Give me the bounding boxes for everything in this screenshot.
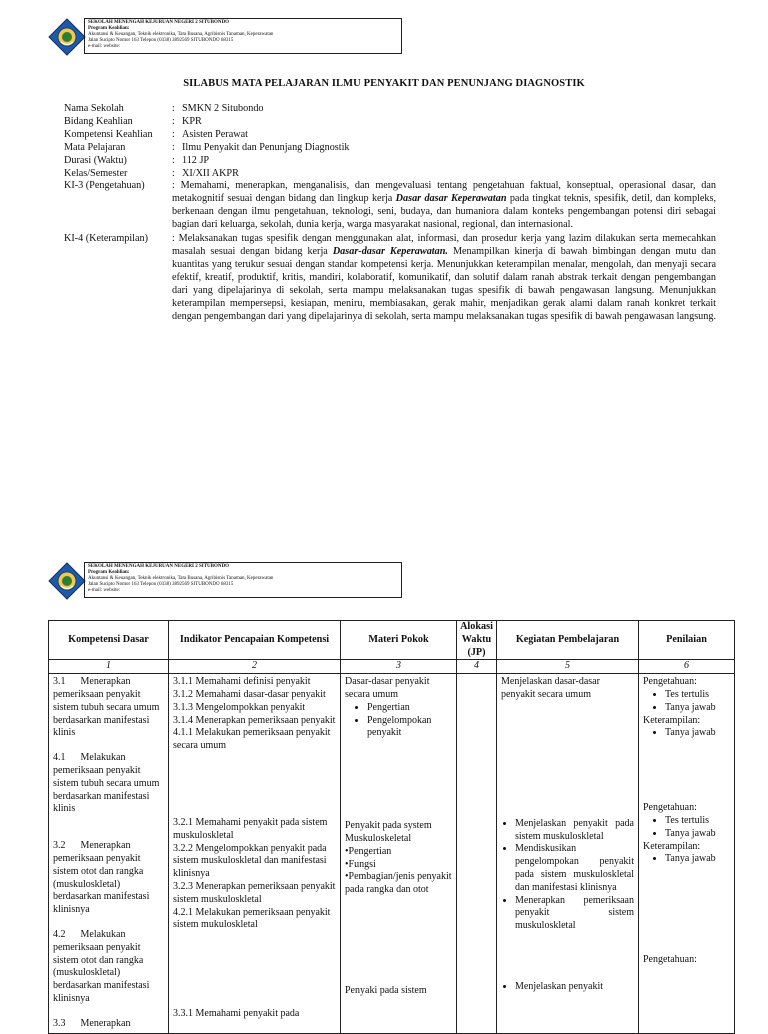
kegiatan-text: Menjelaskan dasar-dasar penyakit secara umum <box>501 676 600 700</box>
info-value: 112 JP <box>182 154 210 166</box>
kegiatan-list <box>501 818 634 933</box>
col-number: 2 <box>169 660 341 674</box>
col-number: 4 <box>457 660 497 674</box>
school-crest-icon <box>48 18 86 56</box>
list-item: • Pengelompokan penyakit <box>367 715 452 741</box>
info-label: Kelas/Semester <box>64 167 128 179</box>
list-item: • Tanya jawab <box>665 853 730 866</box>
info-value: Asisten Perawat <box>182 128 248 140</box>
assessment-label: Keterampilan: <box>643 840 701 852</box>
school-email: e-mail: website: <box>88 44 121 49</box>
info-label: Kompetensi Keahlian <box>64 128 153 140</box>
info-row: Mata Pelajaran : Ilmu Penyakit dan Penunjang Diagnostik <box>64 142 716 155</box>
table-row <box>49 674 735 1033</box>
info-label: Durasi (Waktu) <box>64 154 127 166</box>
letterhead-text <box>84 18 402 54</box>
materi-text: •Pembagian/jenis penyakit pada rangka dan otot <box>345 871 452 896</box>
indicator-text: 4.1.1 Melakukan pemeriksaan penyakit secara umum <box>173 727 331 752</box>
school-name: SEKOLAH MENENGAH KEJURUAN NEGERI 2 SITUBONDO <box>88 20 229 25</box>
indicator-text: 3.2.3 Menerapkan pemeriksaan penyakit sistem muskuloskletal <box>173 880 336 905</box>
indicator-text: 3.2.1 Memahami penyakit pada sistem muskuloskletal <box>173 816 328 841</box>
school-address: Jalan Sucipto Nomor 163 Telepon (0338) 3892569 SITUBONDO 68315 <box>88 582 234 587</box>
assessment-list <box>643 815 730 841</box>
info-value: SMKN 2 Situbondo <box>182 103 264 114</box>
assessment-label: Pengetahuan: <box>643 802 697 814</box>
kd-text: 3.1 Menerapkan pemeriksaan penyakit sistem tubuh secara umum berdasarkan manifestasi klinis <box>53 676 160 739</box>
list-item: • Pengertian <box>367 702 452 715</box>
column-number-row <box>49 660 735 674</box>
kegiatan-list <box>501 981 634 994</box>
school-email: e-mail: website: <box>88 588 121 593</box>
info-label: Mata Pelajaran <box>64 141 126 153</box>
program-list: Akuntansi & Keuangan, Teknik elektronika, Tata Busana, Agribisnis Tanaman, Keperawatan <box>88 32 274 37</box>
kd-text: 3.3 Menerapkan <box>53 1017 131 1029</box>
identity-block <box>64 103 716 323</box>
table-header-row <box>49 621 735 660</box>
materi-cell <box>341 674 457 1033</box>
col-number: 3 <box>341 660 457 674</box>
alokasi-cell <box>457 674 497 1033</box>
indicator-text: 3.1.4 Menerapkan pemeriksaan penyakit <box>173 714 336 726</box>
syllabus-table <box>48 620 735 1034</box>
col-header: Kegiatan Pembelajaran <box>497 621 639 660</box>
materi-text: Penyaki pada sistem <box>345 984 427 996</box>
list-item: • Tanya jawab <box>665 702 730 715</box>
indicator-text: 3.2.2 Mengelompokkan penyakit pada sistem muskuloskletal dan manifestasi klinisnya <box>173 842 327 880</box>
assessment-list <box>643 689 730 715</box>
col-header: Materi Pokok <box>341 621 457 660</box>
assessment-label: Pengetahuan: <box>643 676 697 688</box>
indicator-cell <box>169 674 341 1033</box>
info-row: Kompetensi Keahlian : Asisten Perawat <box>64 129 716 142</box>
ki4-text: : Melaksanakan tugas spesifik dengan menggunakan alat, informasi, dan prosedur kerja yang lazim dilakukan serta memecahkan masalah sesuai dengan bidang kerja Dasar-dasar Keperawatan. Menampilkan kinerja di bawah bimbingan dengan mutu dan kuantitas yang terukur sesuai dengan standar kompetensi kerja. Menunjukkan keterampilan menalar, mengolah, dan menyaji secara efektif, kreatif, produktif, kritis, mandiri, kolaboratif, komunikatif, dan solutif dalam ranah abstrak terkait dengan pengembangan dari yang dipelajarinya di sekolah, serta mampu melaksanakan tugas spesifik di bawah pengawasan langsung. Menunjukkan keterampilan mempersepsi, kesiapan, meniru, membiasakan, gerak mahir, menjadikan gerak alami dalam ranah konkret terkait dengan pengembangan dari yang dipelajarinya di sekolah, serta mampu melaksanakan tugas spesifik di bawah pengawasan langsung. <box>172 233 717 322</box>
letterhead <box>48 18 568 56</box>
info-row: Nama Sekolah : SMKN 2 Situbondo <box>64 103 716 116</box>
ki3-text: : Memahami, menerapkan, menganalisis, dan mengevaluasi tentang pengetahuan faktual, konseptual, operasional dasar, dan metakognitif sesuai dengan bidang dan lingkup kerja Dasar dasar Keperawatan pada tingkat teknis, spesifik, detil, dan kompleks, berkenaan dengan ilmu pengetahuan, teknologi, seni, budaya, dan humaniora dalam konteks pengembangan potensi diri sebagai bagian dari keluarga, sekolah, dunia kerja, warga masyarakat nasional, regional, dan internasional. <box>172 180 716 231</box>
assessment-list <box>643 727 730 740</box>
program-label: Program Keahlian: <box>88 570 130 575</box>
list-item: • Menjelaskan penyakit <box>515 981 634 994</box>
school-name: SEKOLAH MENENGAH KEJURUAN NEGERI 2 SITUBONDO <box>88 564 229 569</box>
info-value: Ilmu Penyakit dan Penunjang Diagnostik <box>182 141 350 153</box>
info-row: Bidang Keahlian : KPR <box>64 116 716 129</box>
list-item: • Menerapkan pemeriksaan penyakit sistem muskuloskletal <box>515 895 634 933</box>
assessment-label: Pengetahuan: <box>643 954 697 966</box>
list-item: • Tes tertulis <box>665 815 730 828</box>
info-label: Nama Sekolah <box>64 103 124 114</box>
info-label: Bidang Keahlian <box>64 115 133 127</box>
indicator-text: 4.2.1 Melakukan pemeriksaan penyakit sistem mukuloskletal <box>173 906 331 931</box>
materi-list <box>345 702 452 740</box>
list-item: • Menjelaskan penyakit pada sistem muskuloskletal <box>515 818 634 844</box>
ki4-label: KI-4 (Keterampilan) <box>64 233 149 245</box>
assessment-list <box>643 853 730 866</box>
letterhead-text <box>84 562 402 598</box>
letterhead <box>48 562 568 600</box>
info-row: Kelas/Semester : XI/XII AKPR <box>64 168 716 181</box>
indicator-text: 3.1.3 Mengelompokkan penyakit <box>173 701 306 713</box>
info-value: XI/XII AKPR <box>182 167 239 179</box>
kd-text: 3.2 Menerapkan pemeriksaan penyakit sistem otot dan rangka (muskuloskletal) berdasarkan manifestasi klinisnya <box>53 840 150 916</box>
indicator-text: 3.1.2 Memahami dasar-dasar penyakit <box>173 688 326 700</box>
materi-text: •Fungsi <box>345 858 376 870</box>
list-item: • Tanya jawab <box>665 727 730 740</box>
info-row: Durasi (Waktu) : 112 JP <box>64 155 716 168</box>
indicator-text: 3.1.1 Memahami definisi penyakit <box>173 676 311 688</box>
kd-cell <box>49 674 169 1033</box>
document-title: SILABUS MATA PELAJARAN ILMU PENYAKIT DAN PENUNJANG DIAGNOSTIK <box>183 78 585 89</box>
penilaian-cell <box>639 674 735 1033</box>
col-number: 6 <box>639 660 735 674</box>
col-number: 1 <box>49 660 169 674</box>
list-item: • Mendiskusikan pengelompokan penyakit pada sistem muskuloskletal dan manifestasi klinisnya <box>515 843 634 894</box>
ki4-row <box>64 233 716 323</box>
school-address: Jalan Sucipto Nomor 163 Telepon (0338) 3892569 SITUBONDO 68315 <box>88 38 234 43</box>
materi-text: •Pengertian <box>345 845 392 857</box>
col-number: 5 <box>497 660 639 674</box>
col-header: Indikator Pencapaian Kompetensi <box>169 621 341 660</box>
ki3-row <box>64 180 716 232</box>
list-item: • Tes tertulis <box>665 689 730 702</box>
kegiatan-cell <box>497 674 639 1033</box>
info-value: KPR <box>182 115 202 127</box>
kd-text: 4.1 Melakukan pemeriksaan penyakit sistem tubuh secara umum berdasarkan manifestasi klinis <box>53 752 160 815</box>
program-list: Akuntansi & Keuangan, Teknik elektronika, Tata Busana, Agribisnis Tanaman, Keperawatan <box>88 576 274 581</box>
materi-text: Dasar-dasar penyakit secara umum <box>345 676 430 700</box>
ki3-label: KI-3 (Pengetahuan) <box>64 180 145 192</box>
indicator-text: 3.3.1 Memahami penyakit pada <box>173 1008 300 1020</box>
col-header: Alokasi Waktu (JP) <box>457 621 497 660</box>
kd-text: 4.2 Melakukan pemeriksaan penyakit sistem otot dan rangka (muskuloskletal) berdasarkan manifestasi klinisnya <box>53 928 150 1004</box>
list-item: • Tanya jawab <box>665 828 730 841</box>
program-label: Program Keahlian: <box>88 26 130 31</box>
assessment-label: Keterampilan: <box>643 714 701 726</box>
school-crest-icon <box>48 562 86 600</box>
col-header: Kompetensi Dasar <box>49 621 169 660</box>
col-header: Penilaian <box>639 621 735 660</box>
materi-text: Penyakit pada system Muskuloskeletal <box>345 820 432 844</box>
